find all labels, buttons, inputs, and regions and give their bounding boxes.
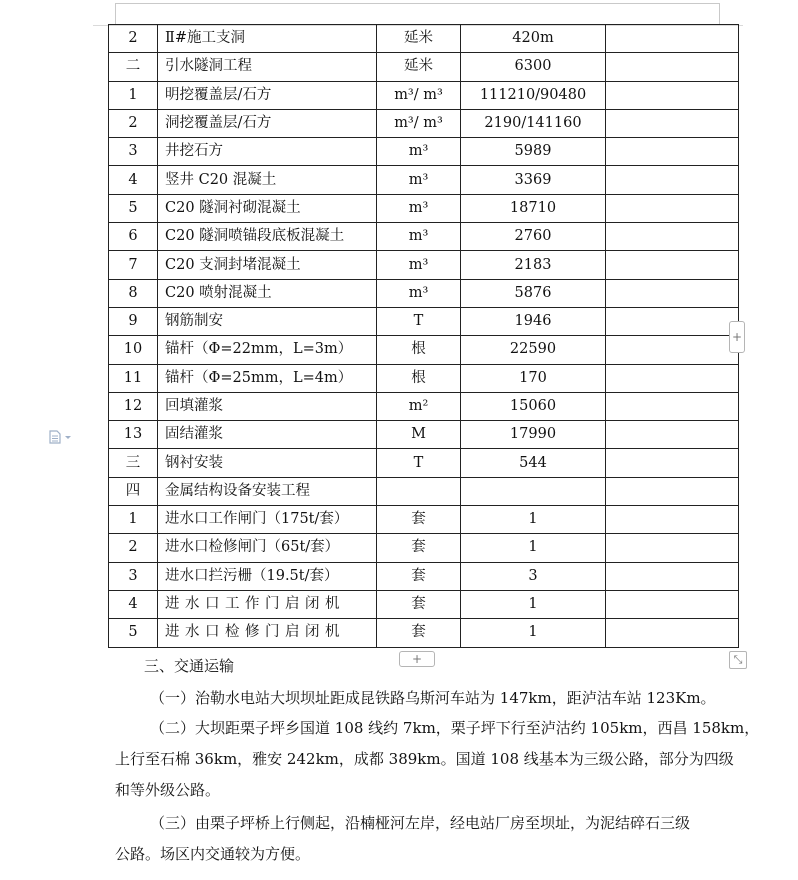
row-note bbox=[606, 194, 739, 222]
row-quantity: 15060 bbox=[461, 392, 606, 420]
row-note bbox=[606, 449, 739, 477]
previous-table-edge bbox=[115, 3, 720, 25]
row-unit: m³/ m³ bbox=[377, 81, 461, 109]
row-item-name: C20 支洞封堵混凝土 bbox=[158, 251, 377, 279]
table-row bbox=[109, 590, 739, 618]
row-unit: m² bbox=[377, 392, 461, 420]
row-note bbox=[606, 562, 739, 590]
paragraph-2-line-1: （二）大坝距栗子坪乡国道 108 线约 7km，栗子坪下行至泸沽约 105km，西昌 158km， bbox=[150, 719, 760, 737]
row-unit: m³ bbox=[377, 194, 461, 222]
row-unit: 套 bbox=[377, 562, 461, 590]
row-item-name: 洞挖覆盖层/石方 bbox=[158, 109, 377, 137]
table-row bbox=[109, 25, 739, 53]
row-quantity: 3 bbox=[461, 562, 606, 590]
row-index: 13 bbox=[109, 421, 158, 449]
table-row bbox=[109, 534, 739, 562]
table-row bbox=[109, 392, 739, 420]
row-unit: 套 bbox=[377, 506, 461, 534]
row-index: 3 bbox=[109, 562, 158, 590]
row-index: 1 bbox=[109, 506, 158, 534]
row-quantity: 2190/141160 bbox=[461, 109, 606, 137]
table-row bbox=[109, 477, 739, 505]
row-unit bbox=[377, 477, 461, 505]
row-note bbox=[606, 336, 739, 364]
row-index: 四 bbox=[109, 477, 158, 505]
row-note bbox=[606, 506, 739, 534]
row-unit: m³ bbox=[377, 251, 461, 279]
row-item-name: 固结灌浆 bbox=[158, 421, 377, 449]
row-index: 7 bbox=[109, 251, 158, 279]
row-index: 10 bbox=[109, 336, 158, 364]
row-quantity: 2183 bbox=[461, 251, 606, 279]
row-item-name: 钢筋制安 bbox=[158, 307, 377, 335]
paragraph-3-line-1: （三）由栗子坪桥上行侧起，沿楠桠河左岸，经电站厂房至坝址，为泥结碎石三级 bbox=[150, 814, 691, 832]
row-note bbox=[606, 392, 739, 420]
row-quantity: 17990 bbox=[461, 421, 606, 449]
row-unit: 套 bbox=[377, 619, 461, 647]
row-quantity: 1 bbox=[461, 590, 606, 618]
row-quantity: 3369 bbox=[461, 166, 606, 194]
table-row bbox=[109, 336, 739, 364]
row-unit: m³ bbox=[377, 166, 461, 194]
row-note bbox=[606, 421, 739, 449]
row-quantity: 18710 bbox=[461, 194, 606, 222]
table-row bbox=[109, 194, 739, 222]
row-quantity: 22590 bbox=[461, 336, 606, 364]
row-index: 三 bbox=[109, 449, 158, 477]
row-quantity bbox=[461, 477, 606, 505]
row-quantity: 5989 bbox=[461, 138, 606, 166]
row-item-name: 钢衬安装 bbox=[158, 449, 377, 477]
row-item-name: 引水隧洞工程 bbox=[158, 53, 377, 81]
row-item-name: 进水口工作闸门（175t/套） bbox=[158, 506, 377, 534]
table-row bbox=[109, 449, 739, 477]
paragraph-2-line-3: 和等外级公路。 bbox=[115, 781, 221, 799]
row-note bbox=[606, 364, 739, 392]
table-row bbox=[109, 619, 739, 647]
row-unit: m³ bbox=[377, 279, 461, 307]
table-row bbox=[109, 81, 739, 109]
row-unit: m³ bbox=[377, 138, 461, 166]
table-row bbox=[109, 562, 739, 590]
row-index: 1 bbox=[109, 81, 158, 109]
row-item-name: C20 喷射混凝土 bbox=[158, 279, 377, 307]
row-quantity: 1 bbox=[461, 619, 606, 647]
row-note bbox=[606, 251, 739, 279]
row-index: 2 bbox=[109, 534, 158, 562]
row-quantity: 2760 bbox=[461, 223, 606, 251]
row-note bbox=[606, 307, 739, 335]
row-note bbox=[606, 619, 739, 647]
table-row bbox=[109, 307, 739, 335]
row-index: 5 bbox=[109, 194, 158, 222]
row-index: 5 bbox=[109, 619, 158, 647]
row-index: 2 bbox=[109, 25, 158, 53]
row-index: 9 bbox=[109, 307, 158, 335]
row-item-name: 进水口工作门启闭机 bbox=[158, 590, 377, 618]
row-note bbox=[606, 166, 739, 194]
row-unit: T bbox=[377, 307, 461, 335]
row-item-name: 进水口检修闸门（65t/套） bbox=[158, 534, 377, 562]
row-item-name: 井挖石方 bbox=[158, 138, 377, 166]
row-quantity: 1 bbox=[461, 506, 606, 534]
row-unit: T bbox=[377, 449, 461, 477]
row-item-name: 明挖覆盖层/石方 bbox=[158, 81, 377, 109]
row-item-name: 进水口拦污栅（19.5t/套） bbox=[158, 562, 377, 590]
row-note bbox=[606, 279, 739, 307]
paragraph-1: （一）治勒水电站大坝坝址距成昆铁路乌斯河车站为 147km，距泸沽车站 123Km。 bbox=[150, 689, 716, 707]
row-unit: 套 bbox=[377, 534, 461, 562]
row-item-name: C20 隧洞喷锚段底板混凝土 bbox=[158, 223, 377, 251]
row-quantity: 420m bbox=[461, 25, 606, 53]
table-row bbox=[109, 421, 739, 449]
row-item-name: 金属结构设备安装工程 bbox=[158, 477, 377, 505]
row-quantity: 5876 bbox=[461, 279, 606, 307]
row-index: 4 bbox=[109, 166, 158, 194]
row-index: 二 bbox=[109, 53, 158, 81]
add-column-button[interactable]: + bbox=[729, 321, 745, 353]
row-unit: 延米 bbox=[377, 53, 461, 81]
row-note bbox=[606, 534, 739, 562]
row-unit: 根 bbox=[377, 336, 461, 364]
row-quantity: 111210/90480 bbox=[461, 81, 606, 109]
row-unit: 套 bbox=[377, 590, 461, 618]
row-note bbox=[606, 477, 739, 505]
table-row bbox=[109, 109, 739, 137]
table-row bbox=[109, 223, 739, 251]
row-index: 11 bbox=[109, 364, 158, 392]
row-item-name: C20 隧洞衬砌混凝土 bbox=[158, 194, 377, 222]
row-item-name: Ⅱ#施工支洞 bbox=[158, 25, 377, 53]
table-row bbox=[109, 53, 739, 81]
table-resize-handle[interactable]: ⤡ bbox=[729, 651, 747, 669]
table-row bbox=[109, 279, 739, 307]
row-note bbox=[606, 223, 739, 251]
row-item-name: 竖井 C20 混凝土 bbox=[158, 166, 377, 194]
quantity-table bbox=[108, 24, 739, 648]
row-index: 8 bbox=[109, 279, 158, 307]
paragraph-2-line-2: 上行至石棉 36km，雅安 242km，成都 389km。国道 108 线基本为三级公路，部分为四级 bbox=[115, 750, 734, 768]
row-quantity: 170 bbox=[461, 364, 606, 392]
document-icon[interactable] bbox=[48, 430, 76, 444]
row-quantity: 1 bbox=[461, 534, 606, 562]
table-row bbox=[109, 506, 739, 534]
row-index: 6 bbox=[109, 223, 158, 251]
row-item-name: 锚杆（Φ=25mm，L=4m） bbox=[158, 364, 377, 392]
table-row bbox=[109, 138, 739, 166]
add-row-button[interactable]: + bbox=[399, 651, 435, 667]
row-quantity: 544 bbox=[461, 449, 606, 477]
row-unit: m³ bbox=[377, 223, 461, 251]
row-item-name: 进水口检修门启闭机 bbox=[158, 619, 377, 647]
row-index: 4 bbox=[109, 590, 158, 618]
row-unit: 延米 bbox=[377, 25, 461, 53]
row-index: 12 bbox=[109, 392, 158, 420]
row-note bbox=[606, 109, 739, 137]
row-item-name: 回填灌浆 bbox=[158, 392, 377, 420]
row-quantity: 6300 bbox=[461, 53, 606, 81]
row-unit: m³/ m³ bbox=[377, 109, 461, 137]
row-note bbox=[606, 53, 739, 81]
row-item-name: 锚杆（Φ=22mm，L=3m） bbox=[158, 336, 377, 364]
row-index: 2 bbox=[109, 109, 158, 137]
row-unit: M bbox=[377, 421, 461, 449]
table-row bbox=[109, 166, 739, 194]
section-heading: 三、交通运输 bbox=[144, 657, 235, 675]
row-unit: 根 bbox=[377, 364, 461, 392]
row-note bbox=[606, 25, 739, 53]
row-quantity: 1946 bbox=[461, 307, 606, 335]
paragraph-3-line-2: 公路。场区内交通较为方便。 bbox=[115, 845, 311, 863]
table-row bbox=[109, 251, 739, 279]
row-note bbox=[606, 138, 739, 166]
row-note bbox=[606, 590, 739, 618]
table-row bbox=[109, 364, 739, 392]
row-note bbox=[606, 81, 739, 109]
row-index: 3 bbox=[109, 138, 158, 166]
